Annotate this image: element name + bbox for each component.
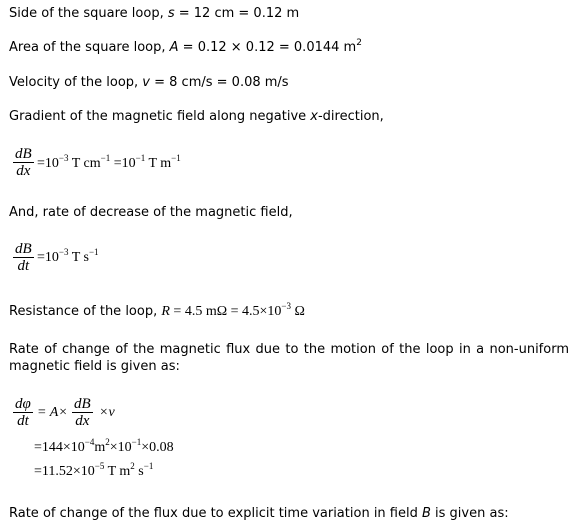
flux-l2e1: −4 xyxy=(84,437,95,447)
flux-line-2 xyxy=(34,437,174,456)
dphidt-fraction xyxy=(13,396,33,429)
dbdx-v1: =10 xyxy=(37,156,59,171)
gradient-statement xyxy=(9,109,384,124)
dbdx-e1: −3 xyxy=(58,153,69,163)
flux-mid: = A× xyxy=(37,405,68,420)
area-exponent: 2 xyxy=(356,38,362,48)
gradient-label: Gradient of the magnetic field along negative xyxy=(9,109,311,124)
resistance-statement xyxy=(9,301,305,320)
dbdt-fraction xyxy=(13,241,34,274)
velocity-value: = 8 cm/s = 0.08 m/s xyxy=(150,75,289,90)
flux-l2e2: 2 xyxy=(105,437,110,447)
explicit-statement xyxy=(9,506,509,521)
dbdx-e4: −1 xyxy=(171,153,181,163)
dbdx2-denominator: dx xyxy=(75,413,90,429)
dbdt-numerator: dB xyxy=(15,241,32,257)
flux-l3c: s xyxy=(134,464,144,479)
dbdx2-numerator: dB xyxy=(74,396,91,412)
explicit-label: Rate of change of the flux due to explicit time variation in field xyxy=(9,506,422,521)
gradient-variable: x xyxy=(310,109,318,124)
flux-l3a: =11.52×10 xyxy=(34,464,95,479)
flux-l2e3: −1 xyxy=(131,437,142,447)
dbdt-e1: −3 xyxy=(58,247,69,257)
side-value: = 12 cm = 0.12 m xyxy=(174,6,300,21)
gradient-direction: -direction, xyxy=(317,109,384,124)
resistance-unit: Ω xyxy=(290,304,305,319)
flux-l2c: ×10 xyxy=(109,440,132,455)
area-statement xyxy=(9,40,362,55)
dbdt-e2: −1 xyxy=(88,247,99,257)
flux-l2d: ×0.08 xyxy=(141,440,174,455)
dbdx-u2: T m xyxy=(145,156,172,171)
dbdt-denominator: dt xyxy=(17,258,30,274)
dphidt-denominator: dt xyxy=(17,413,29,429)
side-label: Side of the square loop, xyxy=(9,6,168,21)
resistance-variable: R xyxy=(161,304,170,319)
area-label: Area of the square loop, xyxy=(9,40,170,55)
explicit-rest: is given as: xyxy=(430,506,509,521)
dbdx-value xyxy=(37,153,181,172)
dbdt-u1: T s xyxy=(68,250,89,265)
dbdx-e2: −1 xyxy=(100,153,111,163)
dbdx-fraction-2 xyxy=(72,396,93,429)
dbdx-denominator: dx xyxy=(16,163,31,179)
dbdx-fraction xyxy=(13,146,34,179)
resistance-value: = 4.5 mΩ = 4.5×10 xyxy=(169,304,282,319)
velocity-statement xyxy=(9,75,289,90)
dphidt-numerator: dφ xyxy=(15,396,31,412)
flux-l2b: m xyxy=(94,440,106,455)
side-statement xyxy=(9,6,299,21)
area-value: = 0.12 × 0.12 = 0.0144 m xyxy=(178,40,357,55)
dbdx-v2: =10 xyxy=(110,156,136,171)
dbdt-v1: =10 xyxy=(37,250,59,265)
flux-line-3 xyxy=(34,461,154,480)
resistance-label: Resistance of the loop, xyxy=(9,304,162,319)
flux-l3e2: 2 xyxy=(130,461,135,471)
dbdx-numerator: dB xyxy=(15,146,32,162)
dbdx-u1: T cm xyxy=(68,156,101,171)
velocity-label: Velocity of the loop, xyxy=(9,75,143,90)
side-variable: s xyxy=(167,6,175,21)
dbdx-e3: −1 xyxy=(135,153,146,163)
area-variable: A xyxy=(169,40,179,55)
flux-l3e1: −5 xyxy=(94,461,105,471)
flux-l3e3: −1 xyxy=(143,461,154,471)
dbdt-value xyxy=(37,247,99,266)
flux-l2a: =144×10 xyxy=(34,440,85,455)
flux-l3b: T m xyxy=(104,464,131,479)
decrease-statement: And, rate of decrease of the magnetic field, xyxy=(9,205,293,220)
resistance-exponent: −3 xyxy=(281,301,291,311)
velocity-variable: v xyxy=(142,75,150,90)
explicit-variable: B xyxy=(421,506,431,521)
flux-intro: Rate of change of the magnetic flux due to the motion of the loop in a non-uniform magnetic field is given as: xyxy=(9,342,569,374)
flux-tail: ×v xyxy=(99,405,115,420)
